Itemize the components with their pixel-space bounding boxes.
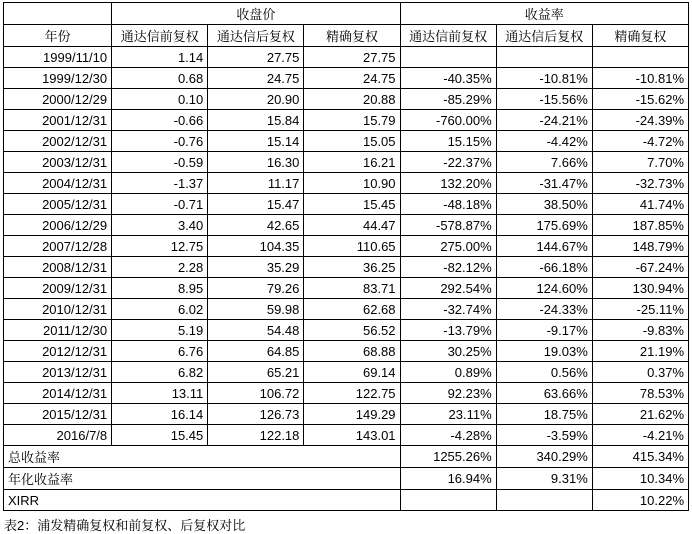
- cell-ret-pre: 0.89%: [400, 362, 496, 383]
- cell-ret-exact: -4.72%: [592, 131, 688, 152]
- table-row: [4, 68, 689, 89]
- cell-ret-post: -24.33%: [496, 299, 592, 320]
- cell-price-pre: 15.45: [112, 425, 208, 446]
- cell-price-exact: 15.45: [304, 194, 400, 215]
- cell-ret-exact: 21.62%: [592, 404, 688, 425]
- table-row: [4, 257, 689, 278]
- cell-price-exact: 56.52: [304, 320, 400, 341]
- summary-label: 总收益率: [4, 446, 401, 468]
- cell-ret-exact: [592, 47, 688, 68]
- cell-ret-post: 38.50%: [496, 194, 592, 215]
- cell-price-post: 122.18: [208, 425, 304, 446]
- cell-price-exact: 62.68: [304, 299, 400, 320]
- cell-year: 2014/12/31: [4, 383, 112, 404]
- cell-year: 2002/12/31: [4, 131, 112, 152]
- cell-ret-post: 19.03%: [496, 341, 592, 362]
- cell-ret-pre: -82.12%: [400, 257, 496, 278]
- table-row: [4, 278, 689, 299]
- cell-ret-exact: 0.37%: [592, 362, 688, 383]
- cell-price-pre: 3.40: [112, 215, 208, 236]
- table-row: [4, 299, 689, 320]
- cell-price-post: 16.30: [208, 152, 304, 173]
- cell-year: 2000/12/29: [4, 89, 112, 110]
- cell-year: 2009/12/31: [4, 278, 112, 299]
- cell-price-exact: 149.29: [304, 404, 400, 425]
- cell-ret-pre: 15.15%: [400, 131, 496, 152]
- cell-price-post: 11.17: [208, 173, 304, 194]
- cell-price-pre: 16.14: [112, 404, 208, 425]
- cell-price-post: 15.47: [208, 194, 304, 215]
- cell-year: 2016/7/8: [4, 425, 112, 446]
- cell-price-pre: 6.02: [112, 299, 208, 320]
- summary-ret-pre: [400, 490, 496, 511]
- cell-ret-pre: 275.00%: [400, 236, 496, 257]
- summary-ret-pre: 16.94%: [400, 468, 496, 490]
- cell-price-exact: 143.01: [304, 425, 400, 446]
- table-row: [4, 131, 689, 152]
- table-row: [4, 173, 689, 194]
- column-header-price-post: 通达信后复权: [208, 25, 304, 47]
- cell-price-pre: -1.37: [112, 173, 208, 194]
- cell-ret-exact: 130.94%: [592, 278, 688, 299]
- column-header-ret-pre: 通达信前复权: [400, 25, 496, 47]
- cell-price-pre: 13.11: [112, 383, 208, 404]
- cell-price-exact: 44.47: [304, 215, 400, 236]
- cell-price-pre: 0.10: [112, 89, 208, 110]
- cell-ret-pre: 30.25%: [400, 341, 496, 362]
- cell-ret-exact: -25.11%: [592, 299, 688, 320]
- cell-price-pre: 0.68: [112, 68, 208, 89]
- cell-price-post: 126.73: [208, 404, 304, 425]
- table-row: [4, 215, 689, 236]
- cell-year: 2015/12/31: [4, 404, 112, 425]
- cell-ret-post: 175.69%: [496, 215, 592, 236]
- cell-price-post: 65.21: [208, 362, 304, 383]
- cell-ret-post: 63.66%: [496, 383, 592, 404]
- cell-ret-exact: -67.24%: [592, 257, 688, 278]
- summary-ret-post: 340.29%: [496, 446, 592, 468]
- cell-year: 2003/12/31: [4, 152, 112, 173]
- cell-price-post: 20.90: [208, 89, 304, 110]
- cell-ret-pre: -760.00%: [400, 110, 496, 131]
- cell-price-pre: -0.71: [112, 194, 208, 215]
- summary-label: XIRR: [4, 490, 401, 511]
- cell-price-pre: 2.28: [112, 257, 208, 278]
- cell-ret-pre: 132.20%: [400, 173, 496, 194]
- cell-ret-pre: -40.35%: [400, 68, 496, 89]
- cell-price-exact: 20.88: [304, 89, 400, 110]
- cell-price-post: 42.65: [208, 215, 304, 236]
- cell-year: 2012/12/31: [4, 341, 112, 362]
- table-caption: 表2：浦发精确复权和前复权、后复权对比: [4, 518, 246, 533]
- column-header-ret-exact: 精确复权: [592, 25, 688, 47]
- cell-price-exact: 10.90: [304, 173, 400, 194]
- table-row: [4, 236, 689, 257]
- cell-ret-exact: -32.73%: [592, 173, 688, 194]
- table-row: [4, 110, 689, 131]
- cell-ret-post: -15.56%: [496, 89, 592, 110]
- cell-ret-post: [496, 47, 592, 68]
- cell-price-exact: 15.79: [304, 110, 400, 131]
- column-header-price-pre: 通达信前复权: [112, 25, 208, 47]
- cell-ret-pre: 292.54%: [400, 278, 496, 299]
- cell-price-post: 35.29: [208, 257, 304, 278]
- cell-ret-pre: [400, 47, 496, 68]
- cell-ret-exact: 7.70%: [592, 152, 688, 173]
- summary-ret-post: 9.31%: [496, 468, 592, 490]
- cell-ret-exact: -15.62%: [592, 89, 688, 110]
- table-row: [4, 404, 689, 425]
- table-body: [4, 47, 689, 511]
- cell-year: 1999/12/30: [4, 68, 112, 89]
- cell-price-exact: 83.71: [304, 278, 400, 299]
- cell-year: 2001/12/31: [4, 110, 112, 131]
- cell-ret-post: -66.18%: [496, 257, 592, 278]
- cell-ret-pre: -48.18%: [400, 194, 496, 215]
- summary-row-annualized-return: [4, 468, 689, 490]
- summary-ret-exact: 10.34%: [592, 468, 688, 490]
- cell-price-post: 79.26: [208, 278, 304, 299]
- cell-ret-exact: 41.74%: [592, 194, 688, 215]
- table-row: [4, 341, 689, 362]
- summary-row-total-return: [4, 446, 689, 468]
- table-row: [4, 194, 689, 215]
- comparison-table: [3, 2, 689, 511]
- cell-price-exact: 16.21: [304, 152, 400, 173]
- cell-ret-pre: -85.29%: [400, 89, 496, 110]
- cell-ret-post: -31.47%: [496, 173, 592, 194]
- cell-price-pre: 6.82: [112, 362, 208, 383]
- table-row: [4, 362, 689, 383]
- cell-ret-pre: 92.23%: [400, 383, 496, 404]
- cell-ret-post: 124.60%: [496, 278, 592, 299]
- cell-price-pre: -0.59: [112, 152, 208, 173]
- cell-ret-post: -9.17%: [496, 320, 592, 341]
- cell-price-post: 54.48: [208, 320, 304, 341]
- cell-ret-exact: 187.85%: [592, 215, 688, 236]
- cell-price-pre: 6.76: [112, 341, 208, 362]
- table-row: [4, 89, 689, 110]
- cell-ret-pre: -22.37%: [400, 152, 496, 173]
- cell-ret-exact: 148.79%: [592, 236, 688, 257]
- cell-ret-exact: 21.19%: [592, 341, 688, 362]
- cell-price-pre: 5.19: [112, 320, 208, 341]
- table-row: [4, 152, 689, 173]
- table-row: [4, 47, 689, 68]
- cell-ret-pre: 23.11%: [400, 404, 496, 425]
- cell-ret-pre: -32.74%: [400, 299, 496, 320]
- cell-price-post: 106.72: [208, 383, 304, 404]
- cell-ret-post: -4.42%: [496, 131, 592, 152]
- cell-price-exact: 36.25: [304, 257, 400, 278]
- cell-price-exact: 122.75: [304, 383, 400, 404]
- cell-ret-pre: -4.28%: [400, 425, 496, 446]
- cell-ret-post: 18.75%: [496, 404, 592, 425]
- summary-ret-exact: 10.22%: [592, 490, 688, 511]
- cell-price-pre: 12.75: [112, 236, 208, 257]
- column-header-year: 年份: [4, 25, 112, 47]
- cell-ret-exact: -4.21%: [592, 425, 688, 446]
- summary-ret-exact: 415.34%: [592, 446, 688, 468]
- cell-price-pre: 1.14: [112, 47, 208, 68]
- summary-ret-pre: 1255.26%: [400, 446, 496, 468]
- summary-row-xirr: [4, 490, 689, 511]
- cell-ret-pre: -578.87%: [400, 215, 496, 236]
- table-row: [4, 320, 689, 341]
- cell-price-exact: 24.75: [304, 68, 400, 89]
- cell-year: 1999/11/10: [4, 47, 112, 68]
- table-head: [4, 3, 689, 47]
- cell-ret-post: 0.56%: [496, 362, 592, 383]
- column-header-ret-post: 通达信后复权: [496, 25, 592, 47]
- cell-price-post: 15.84: [208, 110, 304, 131]
- cell-price-pre: -0.76: [112, 131, 208, 152]
- cell-year: 2007/12/28: [4, 236, 112, 257]
- cell-year: 2004/12/31: [4, 173, 112, 194]
- cell-year: 2011/12/30: [4, 320, 112, 341]
- cell-price-post: 15.14: [208, 131, 304, 152]
- group-header-row: [4, 3, 689, 25]
- cell-ret-post: -3.59%: [496, 425, 592, 446]
- column-header-row: [4, 25, 689, 47]
- cell-price-exact: 68.88: [304, 341, 400, 362]
- cell-ret-exact: -9.83%: [592, 320, 688, 341]
- table-row: [4, 383, 689, 404]
- cell-ret-post: -24.21%: [496, 110, 592, 131]
- group-header-price: 收盘价: [112, 3, 400, 25]
- cell-price-pre: 8.95: [112, 278, 208, 299]
- cell-year: 2008/12/31: [4, 257, 112, 278]
- summary-ret-post: [496, 490, 592, 511]
- cell-price-post: 64.85: [208, 341, 304, 362]
- cell-ret-post: -10.81%: [496, 68, 592, 89]
- cell-year: 2010/12/31: [4, 299, 112, 320]
- cell-price-exact: 69.14: [304, 362, 400, 383]
- cell-ret-post: 144.67%: [496, 236, 592, 257]
- cell-price-pre: -0.66: [112, 110, 208, 131]
- group-header-spacer: [4, 3, 112, 25]
- cell-year: 2005/12/31: [4, 194, 112, 215]
- cell-year: 2006/12/29: [4, 215, 112, 236]
- table-row: [4, 425, 689, 446]
- cell-ret-exact: 78.53%: [592, 383, 688, 404]
- cell-ret-pre: -13.79%: [400, 320, 496, 341]
- cell-price-post: 104.35: [208, 236, 304, 257]
- cell-price-exact: 15.05: [304, 131, 400, 152]
- cell-ret-exact: -24.39%: [592, 110, 688, 131]
- cell-price-exact: 110.65: [304, 236, 400, 257]
- cell-year: 2013/12/31: [4, 362, 112, 383]
- cell-price-post: 59.98: [208, 299, 304, 320]
- cell-ret-post: 7.66%: [496, 152, 592, 173]
- cell-price-post: 27.75: [208, 47, 304, 68]
- summary-label: 年化收益率: [4, 468, 401, 490]
- group-header-return: 收益率: [400, 3, 688, 25]
- cell-ret-exact: -10.81%: [592, 68, 688, 89]
- cell-price-exact: 27.75: [304, 47, 400, 68]
- column-header-price-exact: 精确复权: [304, 25, 400, 47]
- cell-price-post: 24.75: [208, 68, 304, 89]
